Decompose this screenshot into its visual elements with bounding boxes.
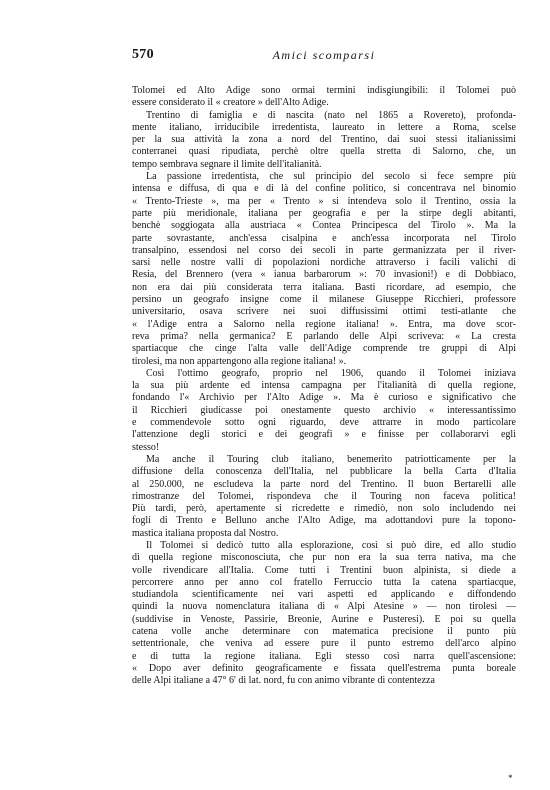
text-line: Resia, del Brennero (vera « ianua barbarorum »: 70 invasioni!) e di Dobbiaco, — [132, 269, 516, 281]
text-line: stesso! — [132, 441, 160, 453]
text-line: essere considerato il « creatore » dell'Alto Adige. — [132, 97, 329, 109]
text-line: Tolomei ed Alto Adige sono ormai termini indisgiungibili: il Tolomei può — [132, 85, 516, 96]
text-line: transalpino, essendosi nel corso dei secoli in parte germanizzata per il river- — [132, 244, 516, 256]
text-line: « Trento-Trieste », ma per « Trento » si intendeva solo il Trentino, ossia la — [132, 195, 516, 207]
text-line: benchè soggiogata alla austriaca « Contea Principesca del Tirolo ». Ma la — [132, 220, 516, 232]
catchmark: * — [508, 773, 513, 783]
paragraph — [132, 85, 516, 110]
text-line: Ma anche il Touring club italiano, benemerito patriotticamente per la — [146, 453, 516, 465]
text-line: conterranei quasi ripudiata, perchè oltre quella stretta di Salorno, che, un — [132, 146, 516, 158]
paragraph — [132, 454, 516, 540]
text-line: persino un geografo insigne come il milanese Giuseppe Ricchieri, professore — [132, 294, 516, 306]
text-line: non era dai più considerata terra italiana. Basti ricordare, ad esempio, che — [132, 281, 516, 293]
text-line: percorrere anno per anno col fratello Ferruccio tutta la catena spartiacque, — [132, 576, 516, 588]
text-line: fondando l'« Archivio per l'Alto Adige ». Ma è curioso e significativo che — [132, 392, 516, 404]
text-line: Trentino di famiglia e di nascita (nato nel 1865 a Rovereto), profonda- — [146, 109, 516, 121]
text-line: La passione irredentista, che sul principio del secolo si fece sempre più — [146, 171, 516, 183]
text-line: l'attenzione degli storici e dei geografi » e finisse per collaborarvi egli — [132, 429, 516, 441]
text-line: intensa e diffusa, di qua e di là del confine politico, si concentrava nel binomio — [132, 183, 516, 195]
text-line: catena volle anche determinare con matematica precisione il punto più — [132, 626, 516, 638]
page-header — [132, 47, 516, 61]
text-line: tempo sembrava segnare il limite dell'italianità. — [132, 158, 322, 170]
text-line: universitario, osava scrivere nei suoi diffusissimi ottimi testi-atlante che — [132, 306, 516, 318]
text-line: spartiacque che cinge l'alta valle dell'Adige comprende tre gruppi di Alpi — [132, 343, 516, 355]
text-line: (suddivise in Venoste, Passirie, Breonie, Aurine e Pusteresi). E poi su quella — [132, 613, 516, 625]
paragraph — [132, 540, 516, 688]
text-line: studiandola scientificamente nei vari aspetti ed applicando e diffondendo — [132, 589, 516, 601]
text-line: « Dopo aver definito geograficamente e fissata quell'estrema punta boreale — [132, 662, 516, 674]
text-line: rimostranze del Tolomei, rispondeva che il Touring non faceva politica! — [132, 490, 516, 502]
paragraph — [132, 110, 516, 171]
paragraph — [132, 368, 516, 454]
text-line: Il Tolomei si dedicò tutto alla esplorazione, così si può dire, ed allo studio — [146, 539, 516, 551]
text-line: settentrionale, che veniva ad essere pure il punto estremo dell'arco alpino — [132, 638, 516, 650]
text-line: Più tardi, però, apertamente si ricredette e rimediò, non solo includendo nei — [132, 503, 516, 515]
text-line: volle rivendicare all'Italia. Come tutti i Trentini buon alpinista, si diede a — [132, 564, 516, 576]
text-line: tirolesi, ma non appartengono alla regione italiana! ». — [132, 355, 347, 367]
text-line: fogli di Trento e Belluno anche l'Alto Adige, ma adottandovi pure la topono- — [132, 515, 516, 527]
text-line: parte sovrastante, anch'essa cisalpina e anch'essa incorporata nel Tirolo — [132, 232, 516, 244]
text-line: e di tutta la regione italiana. Egli stesso così narra quell'ascensione: — [132, 650, 516, 662]
text-line: « l'Adige entra a Salorno nella regione italiana! ». Entra, ma dove scor- — [132, 318, 516, 330]
text-line: reva prima? nella germanica? E parlando delle Alpi scriveva: « La cresta — [132, 330, 516, 342]
paragraph — [132, 171, 516, 368]
text-line: sarsi nelle nostre valli di popolazioni nordiche attraverso i facili valichi di — [132, 257, 516, 269]
text-line: diffusione della conoscenza dell'Italia, nel pubblicare la bella Carta d'Italia — [132, 466, 516, 478]
text-line: quindi la nuova nomenclatura italiana di « Alpi Atesine » — non tirolesi — — [132, 601, 516, 613]
text-line: di quella regione misconosciuta, che pur non era la sua terra nativa, ma che — [132, 552, 516, 564]
text-line: al 250.000, ne escludeva la parte nord del Trentino. Il buon Bertarelli alle — [132, 478, 516, 490]
text-line: per la sua attività la zona a nord del Trentino, dai suoi stessi italianissimi — [132, 134, 516, 146]
running-title: Amici scomparsi — [272, 48, 376, 62]
text-line: mastica italiana proposta dal Nostro. — [132, 527, 279, 539]
text-line: mente italiano, irriducibile irredentista, laureato in lettere a Roma, scelse — [132, 121, 516, 133]
page-number: 570 — [132, 47, 154, 62]
body-text — [132, 85, 516, 688]
text-line: Così l'ottimo geografo, proprio nel 1906, quando il Tolomei iniziava — [146, 367, 516, 379]
text-line: parte più meridionale, italiana per geografia e per la stirpe degli abitanti, — [132, 207, 516, 219]
text-line: e commendevole sotto ogni riguardo, deve attrarre in modo particolare — [132, 417, 516, 429]
text-line: delle Alpi italiane a 47° 6' di lat. nord, fu con animo vibrante di contentezza — [132, 675, 435, 687]
text-line: la sua più ardente ed intensa campagna per l'italianità di quella regione, — [132, 380, 516, 392]
text-line: il Ricchieri giudicasse poi onestamente questo archivio « interessantissimo — [132, 404, 516, 416]
